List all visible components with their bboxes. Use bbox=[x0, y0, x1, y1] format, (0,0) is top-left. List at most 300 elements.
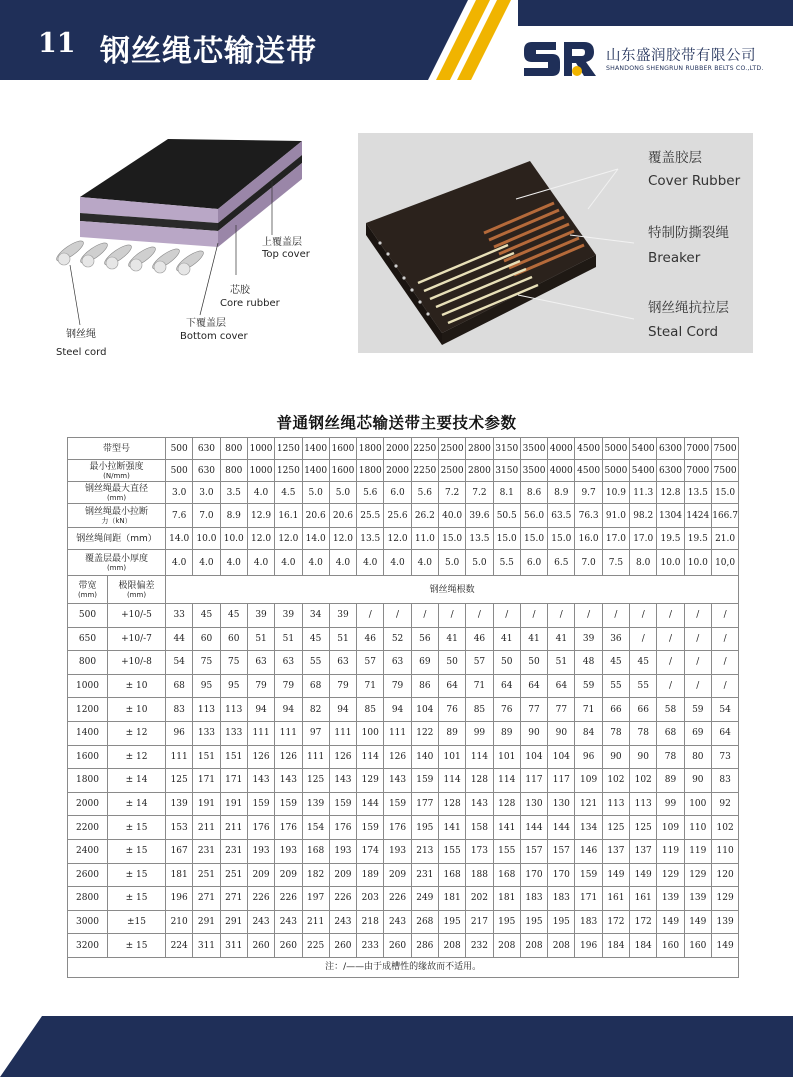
table-row bbox=[68, 674, 739, 698]
cord-count-cell: / bbox=[520, 604, 547, 628]
page-title: 钢丝绳芯输送带 bbox=[100, 34, 317, 69]
cord-count-cell: 90 bbox=[630, 745, 657, 769]
core-rubber-label-cn: 芯胶 bbox=[230, 285, 250, 296]
cord-count-cell: 94 bbox=[329, 698, 356, 722]
tolerance-cell: ± 14 bbox=[108, 769, 166, 793]
cord-count-cell: 104 bbox=[411, 698, 438, 722]
cord-count-cell: 231 bbox=[411, 863, 438, 887]
belt-width-cell: 1200 bbox=[68, 698, 108, 722]
spec-cell: 4.5 bbox=[275, 482, 302, 504]
spec-cell: 12.0 bbox=[384, 528, 411, 550]
cord-count-cell: 143 bbox=[275, 769, 302, 793]
cord-count-cell: 76 bbox=[438, 698, 465, 722]
spec-cell: 4.0 bbox=[357, 550, 384, 576]
cord-count-cell: 102 bbox=[630, 769, 657, 793]
cord-count-cell: 243 bbox=[247, 910, 274, 934]
cord-count-cell: 55 bbox=[302, 651, 329, 675]
spec-cell: 7500 bbox=[711, 438, 738, 460]
cord-count-header: 钢丝绳根数 bbox=[166, 576, 739, 604]
spec-cell: 2800 bbox=[466, 460, 493, 482]
spec-cell: 7.2 bbox=[466, 482, 493, 504]
cord-count-cell: 78 bbox=[657, 745, 684, 769]
spec-unit-text: (N/mm) bbox=[103, 471, 130, 480]
cord-count-cell: 63 bbox=[275, 651, 302, 675]
cord-count-cell: 130 bbox=[520, 792, 547, 816]
cord-count-cell: 63 bbox=[247, 651, 274, 675]
cord-count-cell: 111 bbox=[247, 721, 274, 745]
spec-cell: 63.5 bbox=[548, 504, 575, 528]
spec-cell: 16.1 bbox=[275, 504, 302, 528]
tolerance-cell: ± 15 bbox=[108, 934, 166, 958]
steel-cord-label-en: Steel cord bbox=[56, 347, 107, 358]
tolerance-cell: ± 10 bbox=[108, 698, 166, 722]
spec-row-label bbox=[68, 550, 166, 576]
cord-count-cell: 85 bbox=[357, 698, 384, 722]
cord-count-cell: 77 bbox=[520, 698, 547, 722]
cord-count-cell: 99 bbox=[657, 792, 684, 816]
cord-count-cell: / bbox=[357, 604, 384, 628]
cord-count-cell: 113 bbox=[193, 698, 220, 722]
top-cover-label-en: Top cover bbox=[262, 249, 310, 260]
spec-cell: 6300 bbox=[657, 438, 684, 460]
spec-cell: 5.6 bbox=[357, 482, 384, 504]
cord-count-cell: 46 bbox=[466, 627, 493, 651]
cord-count-cell: 111 bbox=[329, 721, 356, 745]
cord-count-cell: 117 bbox=[548, 769, 575, 793]
cord-count-cell: 45 bbox=[602, 651, 629, 675]
cord-count-cell: 86 bbox=[411, 674, 438, 698]
cord-count-cell: 232 bbox=[466, 934, 493, 958]
cord-count-cell: 128 bbox=[466, 769, 493, 793]
cord-count-cell: 51 bbox=[329, 627, 356, 651]
cord-count-cell: 97 bbox=[302, 721, 329, 745]
cord-count-cell: 233 bbox=[357, 934, 384, 958]
spec-cell: 7.6 bbox=[166, 504, 193, 528]
spec-cell: 5.0 bbox=[438, 550, 465, 576]
cord-count-cell: 139 bbox=[166, 792, 193, 816]
spec-cell: 3500 bbox=[520, 460, 547, 482]
cord-count-cell: 168 bbox=[493, 863, 520, 887]
spec-cell: 1400 bbox=[302, 460, 329, 482]
cord-count-cell: 231 bbox=[220, 839, 247, 863]
cord-count-cell: 208 bbox=[438, 934, 465, 958]
cord-count-cell: 101 bbox=[493, 745, 520, 769]
cord-count-cell: 54 bbox=[711, 698, 738, 722]
spec-cell: 6300 bbox=[657, 460, 684, 482]
table-row bbox=[68, 887, 739, 911]
cord-count-cell: 111 bbox=[275, 721, 302, 745]
cord-count-cell: 181 bbox=[166, 863, 193, 887]
cord-count-cell: 66 bbox=[630, 698, 657, 722]
cord-count-cell: 39 bbox=[329, 604, 356, 628]
cord-count-cell: 171 bbox=[220, 769, 247, 793]
cord-count-cell: 120 bbox=[711, 863, 738, 887]
spec-cell: 3.5 bbox=[220, 482, 247, 504]
spec-cell: 7.0 bbox=[193, 504, 220, 528]
cord-count-cell: 159 bbox=[411, 769, 438, 793]
cord-count-cell: 213 bbox=[411, 839, 438, 863]
cord-count-cell: 126 bbox=[384, 745, 411, 769]
cord-count-cell: 193 bbox=[247, 839, 274, 863]
belt-layers-illustration bbox=[358, 133, 753, 353]
cord-count-cell: 155 bbox=[493, 839, 520, 863]
spec-cell: 5.0 bbox=[329, 482, 356, 504]
belt-width-cell: 3200 bbox=[68, 934, 108, 958]
spec-cell: 13.5 bbox=[357, 528, 384, 550]
cord-count-cell: 184 bbox=[630, 934, 657, 958]
cord-count-cell: 137 bbox=[630, 839, 657, 863]
table-row bbox=[68, 698, 739, 722]
cord-count-cell: 149 bbox=[630, 863, 657, 887]
cord-count-cell: 46 bbox=[357, 627, 384, 651]
spec-cell: 13.5 bbox=[466, 528, 493, 550]
cord-count-cell: 159 bbox=[275, 792, 302, 816]
cord-count-cell: 133 bbox=[193, 721, 220, 745]
spec-row bbox=[68, 460, 739, 482]
cord-count-cell: 195 bbox=[493, 910, 520, 934]
cord-count-cell: 83 bbox=[166, 698, 193, 722]
spec-cell: 12.0 bbox=[275, 528, 302, 550]
spec-cell: 1400 bbox=[302, 438, 329, 460]
table-row bbox=[68, 769, 739, 793]
spec-row-label bbox=[68, 460, 166, 482]
cord-count-cell: 113 bbox=[602, 792, 629, 816]
cord-count-cell: 125 bbox=[166, 769, 193, 793]
cord-count-cell: 63 bbox=[384, 651, 411, 675]
table-row bbox=[68, 627, 739, 651]
steel-cord-label-cn: 钢丝绳 bbox=[66, 329, 96, 340]
cord-count-cell: 99 bbox=[466, 721, 493, 745]
belt-width-cell: 1400 bbox=[68, 721, 108, 745]
cord-count-cell: / bbox=[657, 627, 684, 651]
cord-count-cell: 196 bbox=[575, 934, 602, 958]
cord-count-cell: 117 bbox=[520, 769, 547, 793]
tolerance-cell: ±15 bbox=[108, 910, 166, 934]
cord-count-cell: / bbox=[630, 604, 657, 628]
cord-count-cell: 94 bbox=[384, 698, 411, 722]
cord-count-cell: 141 bbox=[493, 816, 520, 840]
spec-cell: 7.0 bbox=[575, 550, 602, 576]
table-row bbox=[68, 721, 739, 745]
cord-count-cell: 110 bbox=[684, 816, 711, 840]
table-row bbox=[68, 839, 739, 863]
cord-count-cell: 114 bbox=[493, 769, 520, 793]
spec-cell: 1800 bbox=[357, 438, 384, 460]
cord-count-cell: 41 bbox=[520, 627, 547, 651]
cord-count-cell: 78 bbox=[602, 721, 629, 745]
cord-count-cell: 68 bbox=[302, 674, 329, 698]
spec-cell: 4.0 bbox=[220, 550, 247, 576]
count-header-row bbox=[68, 576, 739, 604]
cord-count-cell: 89 bbox=[493, 721, 520, 745]
steal-cord-label-en: Steal Cord bbox=[648, 324, 719, 340]
company-name-cn: 山东盛润胶带有限公司 bbox=[606, 48, 756, 64]
cord-count-cell: 95 bbox=[220, 674, 247, 698]
table-row bbox=[68, 816, 739, 840]
cord-count-cell: 96 bbox=[166, 721, 193, 745]
cord-count-cell: 181 bbox=[493, 887, 520, 911]
spec-cell: 16.0 bbox=[575, 528, 602, 550]
spec-cell: 800 bbox=[220, 438, 247, 460]
cord-count-cell: 243 bbox=[275, 910, 302, 934]
cord-count-cell: 126 bbox=[247, 745, 274, 769]
cord-count-cell: 50 bbox=[438, 651, 465, 675]
spec-cell: 3150 bbox=[493, 460, 520, 482]
cord-count-cell: 286 bbox=[411, 934, 438, 958]
spec-cell: 3.0 bbox=[166, 482, 193, 504]
spec-cell: 56.0 bbox=[520, 504, 547, 528]
spec-cell: 4.0 bbox=[166, 550, 193, 576]
spec-row bbox=[68, 482, 739, 504]
cord-count-cell: 174 bbox=[357, 839, 384, 863]
belt-width-cell: 1800 bbox=[68, 769, 108, 793]
cord-count-cell: 196 bbox=[166, 887, 193, 911]
spec-cell: 7.5 bbox=[602, 550, 629, 576]
cord-count-cell: 193 bbox=[384, 839, 411, 863]
cord-count-cell: 100 bbox=[684, 792, 711, 816]
cord-count-cell: / bbox=[711, 651, 738, 675]
spec-cell: 15.0 bbox=[493, 528, 520, 550]
cord-count-cell: 271 bbox=[193, 887, 220, 911]
spec-label-text: 钢丝绳间距（mm） bbox=[76, 533, 157, 544]
spec-cell: 10,0 bbox=[711, 550, 738, 576]
cord-count-cell: 144 bbox=[520, 816, 547, 840]
cord-count-cell: 209 bbox=[247, 863, 274, 887]
cord-count-cell: 208 bbox=[493, 934, 520, 958]
cord-count-cell: 209 bbox=[384, 863, 411, 887]
spec-cell: 1304 bbox=[657, 504, 684, 528]
cord-count-cell: 119 bbox=[684, 839, 711, 863]
belt-width-cell: 2800 bbox=[68, 887, 108, 911]
spec-cell: 8.0 bbox=[630, 550, 657, 576]
tolerance-cell: +10/-5 bbox=[108, 604, 166, 628]
spec-row-label bbox=[68, 528, 166, 550]
footer-band bbox=[0, 1016, 793, 1077]
cord-count-cell: 195 bbox=[438, 910, 465, 934]
core-rubber-label-en: Core rubber bbox=[220, 298, 280, 309]
cord-count-cell: 271 bbox=[220, 887, 247, 911]
cord-count-cell: 84 bbox=[575, 721, 602, 745]
cord-count-cell: 54 bbox=[166, 651, 193, 675]
cord-count-cell: 73 bbox=[711, 745, 738, 769]
spec-unit-text: (mm) bbox=[106, 563, 127, 572]
cord-count-cell: 251 bbox=[193, 863, 220, 887]
tolerance-header-unit: (mm) bbox=[126, 590, 147, 599]
cord-count-cell: 60 bbox=[193, 627, 220, 651]
spec-row bbox=[68, 438, 739, 460]
spec-cell: 3.0 bbox=[193, 482, 220, 504]
cord-count-cell: 52 bbox=[384, 627, 411, 651]
cord-count-cell: 77 bbox=[548, 698, 575, 722]
spec-cell: 4.0 bbox=[247, 550, 274, 576]
width-header-unit: (mm) bbox=[77, 590, 98, 599]
cord-count-cell: 41 bbox=[493, 627, 520, 651]
spec-cell: 25.6 bbox=[384, 504, 411, 528]
spec-cell: 8.9 bbox=[548, 482, 575, 504]
cord-count-cell: 89 bbox=[438, 721, 465, 745]
width-header bbox=[68, 576, 108, 604]
spec-cell: 91.0 bbox=[602, 504, 629, 528]
cord-count-cell: 251 bbox=[220, 863, 247, 887]
table-row bbox=[68, 792, 739, 816]
cord-count-cell: 139 bbox=[711, 910, 738, 934]
cord-count-cell: 159 bbox=[384, 792, 411, 816]
cord-count-cell: 79 bbox=[275, 674, 302, 698]
cord-count-cell: 51 bbox=[247, 627, 274, 651]
cord-count-cell: / bbox=[548, 604, 575, 628]
cord-count-cell: / bbox=[493, 604, 520, 628]
spec-cell: 6.0 bbox=[384, 482, 411, 504]
spec-cell: 76.3 bbox=[575, 504, 602, 528]
cord-count-cell: 39 bbox=[275, 604, 302, 628]
spec-cell: 6.0 bbox=[520, 550, 547, 576]
cord-count-cell: / bbox=[602, 604, 629, 628]
spec-cell: 4.0 bbox=[411, 550, 438, 576]
spec-cell: 10.0 bbox=[193, 528, 220, 550]
cord-count-cell: 170 bbox=[548, 863, 575, 887]
belt-width-cell: 1600 bbox=[68, 745, 108, 769]
cord-count-cell: 94 bbox=[247, 698, 274, 722]
spec-cell: 15.0 bbox=[438, 528, 465, 550]
cord-count-cell: 149 bbox=[657, 910, 684, 934]
spec-label-text: 最小拉断强度 bbox=[89, 461, 144, 472]
cord-count-cell: 129 bbox=[357, 769, 384, 793]
cord-count-cell: 44 bbox=[166, 627, 193, 651]
cord-count-cell: 111 bbox=[384, 721, 411, 745]
tolerance-cell: ± 15 bbox=[108, 839, 166, 863]
spec-cell: 500 bbox=[166, 438, 193, 460]
spec-cell: 20.6 bbox=[302, 504, 329, 528]
cord-count-cell: 139 bbox=[302, 792, 329, 816]
bottom-cover-label-en: Bottom cover bbox=[180, 331, 248, 342]
cord-count-cell: / bbox=[711, 627, 738, 651]
spec-cell: 5000 bbox=[602, 460, 629, 482]
spec-cell: 98.2 bbox=[630, 504, 657, 528]
cord-count-cell: 95 bbox=[193, 674, 220, 698]
cord-count-cell: 202 bbox=[466, 887, 493, 911]
cord-count-cell: 161 bbox=[602, 887, 629, 911]
cord-count-cell: 45 bbox=[220, 604, 247, 628]
spec-cell: 19.5 bbox=[684, 528, 711, 550]
cord-count-cell: 151 bbox=[193, 745, 220, 769]
spec-row-label bbox=[68, 438, 166, 460]
cord-count-cell: 176 bbox=[247, 816, 274, 840]
cord-count-cell: 311 bbox=[220, 934, 247, 958]
cord-count-cell: 125 bbox=[630, 816, 657, 840]
cord-count-cell: / bbox=[438, 604, 465, 628]
cord-count-cell: 211 bbox=[302, 910, 329, 934]
cord-count-cell: 195 bbox=[411, 816, 438, 840]
cord-count-cell: 139 bbox=[684, 887, 711, 911]
cord-count-cell: 203 bbox=[357, 887, 384, 911]
cord-count-cell: 154 bbox=[302, 816, 329, 840]
spec-cell: 15.0 bbox=[548, 528, 575, 550]
cord-count-cell: / bbox=[657, 674, 684, 698]
cord-count-cell: 268 bbox=[411, 910, 438, 934]
cord-count-cell: 182 bbox=[302, 863, 329, 887]
cord-count-cell: 80 bbox=[684, 745, 711, 769]
cord-count-cell: 168 bbox=[302, 839, 329, 863]
spec-cell: 2000 bbox=[384, 460, 411, 482]
spec-cell: 5000 bbox=[602, 438, 629, 460]
cord-count-cell: 79 bbox=[329, 674, 356, 698]
spec-cell: 4.0 bbox=[275, 550, 302, 576]
cord-count-cell: 90 bbox=[684, 769, 711, 793]
cord-count-cell: 114 bbox=[438, 769, 465, 793]
cord-count-cell: 56 bbox=[411, 627, 438, 651]
cord-count-cell: 183 bbox=[575, 910, 602, 934]
spec-cell: 15.0 bbox=[520, 528, 547, 550]
cord-count-cell: 218 bbox=[357, 910, 384, 934]
spec-cell: 1000 bbox=[247, 460, 274, 482]
cord-count-cell: / bbox=[684, 674, 711, 698]
cord-count-cell: 125 bbox=[602, 816, 629, 840]
cord-count-cell: 160 bbox=[657, 934, 684, 958]
spec-cell: 10.0 bbox=[657, 550, 684, 576]
cord-count-cell: 226 bbox=[384, 887, 411, 911]
width-header-text: 带宽 bbox=[78, 580, 97, 591]
cord-count-cell: 68 bbox=[657, 721, 684, 745]
cord-count-cell: 79 bbox=[384, 674, 411, 698]
cord-count-cell: 41 bbox=[438, 627, 465, 651]
table-row bbox=[68, 651, 739, 675]
belt-width-cell: 650 bbox=[68, 627, 108, 651]
cord-count-cell: 126 bbox=[275, 745, 302, 769]
cord-count-cell: 110 bbox=[711, 839, 738, 863]
cord-count-cell: / bbox=[630, 627, 657, 651]
cord-count-cell: 160 bbox=[684, 934, 711, 958]
cord-count-cell: 109 bbox=[575, 769, 602, 793]
cord-count-cell: 36 bbox=[602, 627, 629, 651]
spec-cell: 5.5 bbox=[493, 550, 520, 576]
cord-count-cell: 311 bbox=[193, 934, 220, 958]
cord-count-cell: 149 bbox=[602, 863, 629, 887]
cord-count-cell: 144 bbox=[357, 792, 384, 816]
cord-count-cell: 243 bbox=[384, 910, 411, 934]
cord-count-cell: / bbox=[711, 674, 738, 698]
cord-count-cell: 75 bbox=[220, 651, 247, 675]
cord-count-cell: 64 bbox=[520, 674, 547, 698]
cord-count-cell: 39 bbox=[247, 604, 274, 628]
spec-cell: 14.0 bbox=[166, 528, 193, 550]
cord-count-cell: 170 bbox=[520, 863, 547, 887]
cord-count-cell: 113 bbox=[630, 792, 657, 816]
cord-count-cell: 71 bbox=[575, 698, 602, 722]
belt-width-cell: 2400 bbox=[68, 839, 108, 863]
cord-count-cell: 291 bbox=[220, 910, 247, 934]
cord-count-cell: 209 bbox=[329, 863, 356, 887]
cord-count-cell: 59 bbox=[575, 674, 602, 698]
spec-row bbox=[68, 528, 739, 550]
spec-cell: 2500 bbox=[438, 460, 465, 482]
spec-cell: 12.0 bbox=[329, 528, 356, 550]
cord-count-cell: 111 bbox=[166, 745, 193, 769]
cord-count-cell: 155 bbox=[438, 839, 465, 863]
spec-cell: 4.0 bbox=[247, 482, 274, 504]
spec-cell: 15.0 bbox=[711, 482, 738, 504]
cord-count-cell: 75 bbox=[193, 651, 220, 675]
cord-count-cell: 33 bbox=[166, 604, 193, 628]
belt-width-cell: 800 bbox=[68, 651, 108, 675]
cord-count-cell: 121 bbox=[575, 792, 602, 816]
cord-count-cell: 57 bbox=[466, 651, 493, 675]
cord-count-cell: 143 bbox=[384, 769, 411, 793]
cord-count-cell: 153 bbox=[166, 816, 193, 840]
spec-label-text: 钢丝绳最大直径 bbox=[85, 483, 149, 494]
cord-count-cell: 92 bbox=[711, 792, 738, 816]
table-title: 普通钢丝绳芯输送带主要技术参数 bbox=[276, 414, 517, 432]
spec-cell: 2250 bbox=[411, 438, 438, 460]
